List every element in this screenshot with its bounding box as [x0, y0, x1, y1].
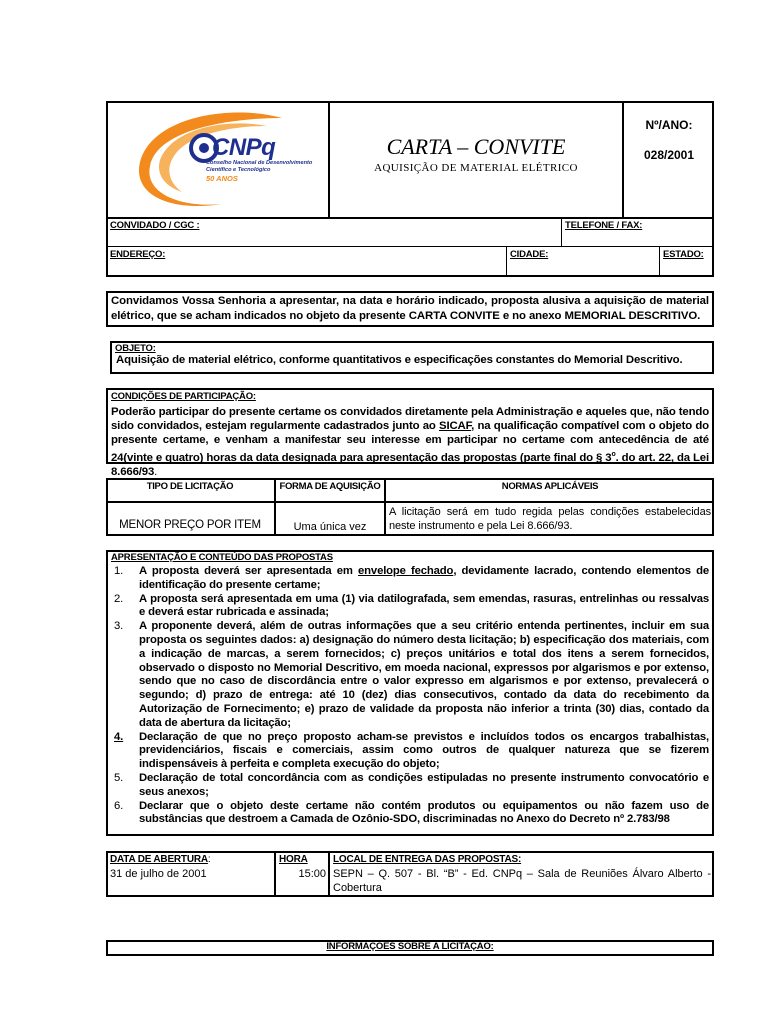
objeto-text: Aquisição de material elétrico, conforme quantitativos e especificações constantes do Memorial Descritivo. [116, 354, 683, 366]
page-title: CARTA – CONVITE [386, 134, 566, 159]
endereco-label: ENDEREÇO: [110, 249, 166, 260]
logo-years: 50 ANOS [206, 174, 238, 183]
propostas-label: APRESENTAÇÃO E CONTEÚDO DAS PROPOSTAS [111, 552, 333, 563]
header-divider-left [328, 101, 330, 219]
contact-vline-telefone [561, 217, 562, 247]
licitacao-col-forma-header: FORMA DE AQUISIÇÃO [279, 481, 381, 492]
licitacao-tipo-value: MENOR PREÇO POR ITEM [119, 519, 261, 531]
list-item: 2. A proposta será apresentada em uma (1) via datilografada, sem emendas, rasuras, entrelinhas ou ressalvas e deverá estar rubricada e assinada; [114, 592, 709, 619]
licitacao-header-divider [106, 501, 714, 503]
propostas-list [111, 565, 709, 827]
abertura-vline-2 [328, 851, 330, 897]
number-label: Nº/ANO: [645, 118, 693, 132]
sicaf-link-text: SICAF [439, 420, 472, 433]
logo-name: CNPq [212, 134, 276, 161]
estado-label: ESTADO: [663, 249, 704, 260]
number-value: 028/2001 [643, 148, 695, 162]
licitacao-col-tipo-header: TIPO DE LICITAÇÃO [146, 481, 234, 492]
telefone-label: TELEFONE / FAX: [565, 220, 643, 231]
list-item: 5. Declaração de total concordância com as condições estipuladas no presente instrumento convocatório e seus anexos; [114, 771, 709, 798]
list-item: 3. A proponente deverá, além de outras informações que a seu critério entenda pertinentes, incluir em sua proposta os seguintes dados: a) designação do número desta licitação; b) especificação dos materiais, com a indicação de marcas, a serem fornecidos; c) preços unitários e total dos itens a serem fornecidos, observado o disposto no Memorial Descritivo, em moeda nacional, expressos por algarismos e por extenso, sendo que no caso de discordância entre o valor expresso em algarismos e por extenso, prevalecerá o segundo; d) prazo de entrega: até 10 (dez) dias consecutivos, contado da data do recebimento da Autorização de Fornecimento; e) prazo de validade da proposta não inferior a trinta (30) dias, contado da data de abertura da licitação; [114, 620, 709, 729]
convidado-label: CONVIDADO / CGC : [110, 220, 200, 231]
objeto-label: OBJETO: [115, 343, 156, 354]
licitacao-normas-value: A licitação será em tudo regida pelas condições estabelecidas neste instrumento e pela Lei 8.666/93. [389, 506, 711, 532]
contact-vline-cidade [506, 246, 507, 277]
condicoes-label: CONDIÇÕES DE PARTICIPAÇÃO: [111, 391, 256, 402]
condicoes-text: Poderão participar do presente certame os convidados diretamente pela Administração e aqueles que, não tendo sido convidados, estejam regularmente cadastrados junto ao SICAF, na qualificação compatível com o objeto do presente certame, e venham a manifestar seu interesse em participar no certame com antecedência de até 24(vinte e quatro) horas da data designada para apresentação das propostas (parte final do § 3$^o$. do art. 22, da Lei 8.666/93. [111, 406, 709, 478]
licitacao-forma-value: Uma única vez [293, 521, 367, 533]
contact-vline-estado [659, 246, 660, 277]
invitation-text: Convidamos Vossa Senhoria a apresentar, na data e horário indicado, proposta alusiva a aquisição de material elétrico, que se acham indicados no objeto da presente CARTA CONVITE e no anexo MEMORIAL DESCRITIVO. [111, 295, 709, 322]
list-item: 6. Declarar que o objeto deste certame não contém produtos ou equipamentos ou não fazem uso de substâncias que destroem a Camada de Ozônio-SDO, discriminadas no Anexo do Decreto nº 2.783/98 [114, 799, 709, 826]
data-abertura-value: 31 de julho de 2001 [110, 868, 207, 880]
list-item: 4. Declaração de que no preço proposto acham-se previstos e incluídos todos os encargos trabalhistas, previdenciários, fiscais e comerciais, assim como outros de qualquer natureza que se fizerem indispensáveis à perfeita e completa execução do objeto; [114, 730, 709, 771]
local-entrega-value: SEPN – Q. 507 - Bl. “B” - Ed. CNPq – Sala de Reuniões Álvaro Alberto - Cobertura [333, 868, 711, 894]
logo-subtitle-1: Conselho Nacional de Desenvolvimento [206, 160, 313, 166]
cidade-label: CIDADE: [510, 249, 549, 260]
data-abertura-label: DATA DE ABERTURA: [110, 854, 211, 865]
hora-label: HORA [279, 854, 308, 865]
logo-subtitle-2: Científico e Tecnológico [206, 167, 271, 173]
informacoes-label: INFORMAÇÕES SOBRE A LICITAÇÃO: [326, 941, 494, 952]
list-item: 1. A proposta deverá ser apresentada em envelope fechado, devidamente lacrado, contendo elementos de identificação do presente certame; [114, 565, 709, 591]
local-entrega-label: LOCAL DE ENTREGA DAS PROPOSTAS: [333, 854, 522, 865]
hora-value: 15:00 [298, 868, 326, 880]
contact-row-divider [106, 246, 714, 247]
page-subtitle: AQUISIÇÃO DE MATERIAL ELÉTRICO [374, 162, 578, 174]
licitacao-col-normas-header: NORMAS APLICÁVEIS [501, 481, 599, 492]
